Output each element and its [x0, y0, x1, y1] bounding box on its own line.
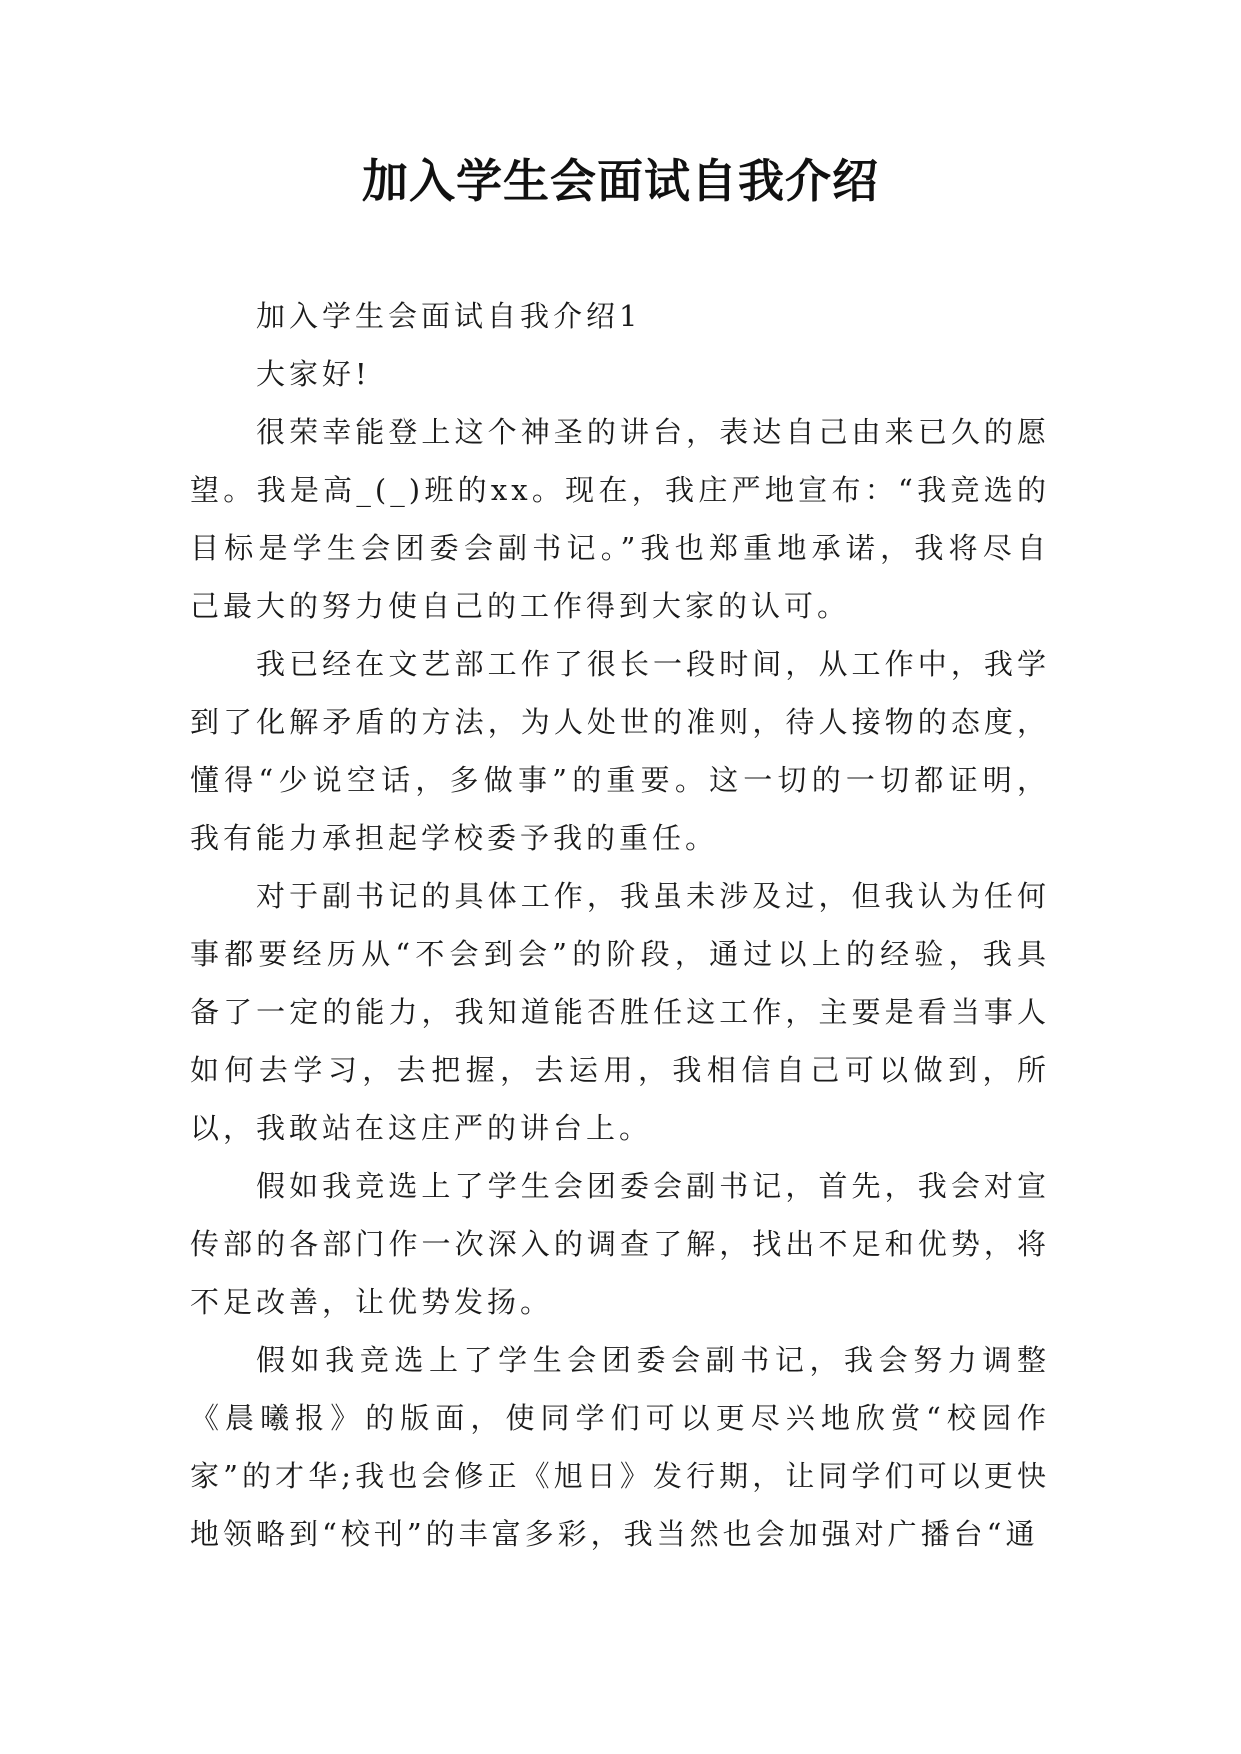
body-paragraph: 对于副书记的具体工作，我虽未涉及过，但我认为任何事都要经历从“不会到会”的阶段，通过以上的经验，我具备了一定的能力，我知道能否胜任这工作，主要是看当事人如何去学习，去把握，去运用，我相信自己可以做到，所以，我敢站在这庄严的讲台上。	[190, 879, 1050, 1145]
greeting-paragraph: 大家好!	[256, 357, 371, 391]
document-title: 加入学生会面试自我介绍	[362, 154, 879, 208]
document-body	[190, 287, 1050, 1563]
body-paragraph: 假如我竞选上了学生会团委会副书记，首先，我会对宣传部的各部门作一次深入的调查了解，找出不足和优势，将不足改善，让优势发扬。	[190, 1169, 1050, 1319]
body-paragraph: 假如我竞选上了学生会团委会副书记，我会努力调整《晨曦报》的版面，使同学们可以更尽兴地欣赏“校园作家”的才华;我也会修正《旭日》发行期，让同学们可以更快地领略到“校刊”的丰富多彩，我当然也会加强对广播台“通	[190, 1343, 1050, 1551]
subtitle-paragraph: 加入学生会面试自我介绍1	[256, 299, 642, 333]
body-paragraph: 很荣幸能登上这个神圣的讲台，表达自己由来已久的愿望。我是高_(_)班的xx。现在，我庄严地宣布：“我竞选的目标是学生会团委会副书记。”我也郑重地承诺，我将尽自己最大的努力使自己的工作得到大家的认可。	[190, 415, 1050, 623]
body-paragraph: 我已经在文艺部工作了很长一段时间，从工作中，我学到了化解矛盾的方法，为人处世的准则，待人接物的态度，懂得“少说空话，多做事”的重要。这一切的一切都证明，我有能力承担起学校委予我的重任。	[190, 647, 1050, 855]
